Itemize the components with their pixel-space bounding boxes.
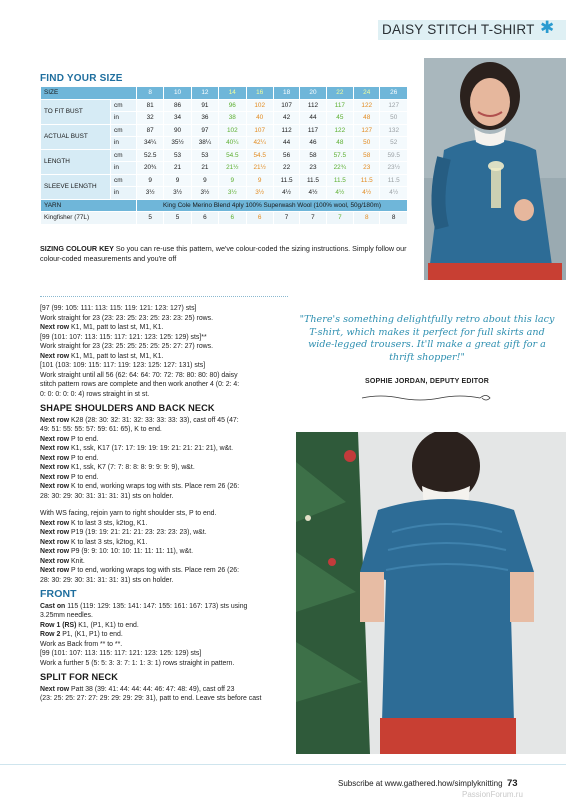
- measure-cell: 23: [300, 162, 326, 175]
- unit-label: cm: [111, 99, 137, 112]
- pattern-line: [99 (101: 107: 113: 115: 117: 121: 123: 125: 129) sts]**: [40, 333, 207, 341]
- measure-cell: 127: [354, 124, 380, 137]
- pattern-line: 49: 51: 55: 55: 57: 59: 61: 65), K to end.: [40, 426, 162, 433]
- pattern-block-2: [40, 416, 288, 502]
- pattern-line: 0: 0: 0: 0: 0: 4) rows straight in st st.: [40, 390, 150, 398]
- measure-cell: 56: [273, 149, 299, 162]
- measure-row: [41, 149, 408, 162]
- measure-cell: 107: [246, 124, 273, 137]
- pattern-line: Work straight until all 56 (62: 64: 64: 70: 72: 78: 80: 80: 80) daisy: [40, 371, 238, 379]
- pattern-line: Next row K to last 3 sts, k2tog, K1.: [40, 519, 148, 527]
- subscribe-link[interactable]: Subscribe at www.gathered.how/simplyknitting: [338, 779, 503, 788]
- page-title: DAISY STITCH T-SHIRT: [382, 22, 535, 37]
- measure-cell: 23½: [380, 162, 408, 175]
- measure-cell: 22: [273, 162, 299, 175]
- shade-row: [41, 212, 408, 225]
- shade-label: Kingfisher (77L): [41, 212, 137, 225]
- measure-cell: 48: [354, 112, 380, 125]
- pattern-line: [97 (99: 105: 111: 113: 115: 119: 121: 123: 127) sts]: [40, 305, 197, 312]
- pattern-line: Next row K to last 3 sts, k2tog, K1.: [40, 538, 148, 546]
- measure-label: SLEEVE LENGTH: [41, 174, 111, 199]
- footer-rule: [0, 764, 566, 765]
- measure-cell: 3½: [219, 187, 246, 200]
- measure-cell: 4½: [380, 187, 408, 200]
- measure-cell: 53: [191, 149, 218, 162]
- unit-label: cm: [111, 149, 137, 162]
- shade-cell: 8: [380, 212, 408, 225]
- measure-cell: 81: [137, 99, 164, 112]
- size-table-title: FIND YOUR SIZE: [40, 73, 123, 84]
- pattern-line: Next row P to end.: [40, 454, 99, 462]
- measure-cell: 96: [219, 99, 246, 112]
- measure-cell: 11.5: [354, 174, 380, 187]
- editor-quote: "There's something delightfully retro about this lacy T-shirt, which makes it perfect for full skirts and wide-legged trousers. It'll make a great gift for a thrift shopper!": [299, 314, 555, 363]
- shade-cell: 6: [219, 212, 246, 225]
- size-label: SIZE: [41, 87, 137, 100]
- pattern-line: Next row P9 (9: 9: 10: 10: 10: 11: 11: 11: 11), w&t.: [40, 548, 194, 555]
- measure-cell: 59.5: [380, 149, 408, 162]
- measure-cell: 11.5: [273, 174, 299, 187]
- size-cell: 10: [164, 87, 191, 100]
- measure-cell: 23: [354, 162, 380, 175]
- pattern-line: Next row K to end, working wraps tog with sts. Place rem 26 (26:: [40, 483, 240, 490]
- measure-cell: 58: [300, 149, 326, 162]
- measure-cell: 22¾: [326, 162, 353, 175]
- measure-cell: 87: [137, 124, 164, 137]
- size-cell: 14: [219, 87, 246, 100]
- measure-cell: 34: [164, 112, 191, 125]
- measure-cell: 54.5: [246, 149, 273, 162]
- measure-cell: 127: [380, 99, 408, 112]
- size-cell: 12: [191, 87, 218, 100]
- measure-cell: 21: [191, 162, 218, 175]
- pattern-line: Next row K1, M1, patt to last st, M1, K1.: [40, 324, 164, 331]
- measure-cell: 48: [326, 137, 353, 150]
- measure-cell: 3½: [164, 187, 191, 200]
- measure-cell: 42¼: [246, 137, 273, 150]
- pattern-line: Next row P to end, working wraps tog with sts. Place rem 26 (26:: [40, 567, 240, 574]
- measure-row: [41, 174, 408, 187]
- shade-cell: 5: [164, 212, 191, 225]
- size-cell: 22: [326, 87, 353, 100]
- size-table: [40, 86, 408, 225]
- measure-cell: 53: [164, 149, 191, 162]
- pattern-line: With WS facing, rejoin yarn to right shoulder sts, P to end.: [40, 510, 217, 517]
- pattern-line: Cast on 115 (119: 129: 135: 141: 147: 155: 161: 167: 173) sts using: [40, 602, 248, 610]
- shade-cell: 7: [300, 212, 326, 225]
- pattern-block-3: [40, 509, 288, 585]
- unit-label: in: [111, 187, 137, 200]
- pattern-line: Next row K1, M1, patt to last st, M1, K1.: [40, 352, 164, 360]
- pattern-line: Work a further 5 (5: 5: 3: 3: 7: 1: 1: 3: 1) rows straight in pattern.: [40, 659, 235, 667]
- measure-cell: 52: [380, 137, 408, 150]
- pattern-line: Work as Back from ** to **.: [40, 640, 123, 648]
- size-header-row: [41, 87, 408, 100]
- quote-author: SOPHIE JORDAN, DEPUTY EDITOR: [365, 378, 489, 385]
- pattern-line: [101 (103: 109: 115: 117: 119: 123: 125: 127: 131) sts]: [40, 362, 206, 369]
- measure-cell: 9: [246, 174, 273, 187]
- measure-cell: 44: [273, 137, 299, 150]
- pattern-block-1: [40, 304, 288, 399]
- shade-cell: 5: [137, 212, 164, 225]
- shade-cell: 6: [191, 212, 218, 225]
- measure-cell: 122: [354, 99, 380, 112]
- measure-cell: 4½: [300, 187, 326, 200]
- pattern-text: [40, 304, 288, 704]
- shape-shoulders-heading: SHAPE SHOULDERS AND BACK NECK: [40, 403, 215, 413]
- measure-cell: 34¼: [137, 137, 164, 150]
- size-cell: 20: [300, 87, 326, 100]
- measure-cell: 4½: [354, 187, 380, 200]
- measure-cell: 86: [164, 99, 191, 112]
- size-cell: 18: [273, 87, 299, 100]
- measure-row: [41, 124, 408, 137]
- flower-icon: ✱: [540, 18, 555, 37]
- measure-cell: 9: [164, 174, 191, 187]
- measure-cell: 11.5: [326, 174, 353, 187]
- split-for-neck-heading: SPLIT FOR NECK: [40, 672, 118, 682]
- measure-cell: 36: [191, 112, 218, 125]
- sizing-key-title: SIZING COLOUR KEY: [40, 244, 114, 253]
- measure-label: LENGTH: [41, 149, 111, 174]
- measure-cell: 132: [380, 124, 408, 137]
- pattern-line: Next row P to end.: [40, 473, 99, 481]
- measure-cell: 3½: [137, 187, 164, 200]
- yarn-value: King Cole Merino Blend 4ply 100% Superwash Wool (100% wool, 50g/180m): [137, 199, 408, 212]
- swirl-ornament-icon: [360, 392, 494, 404]
- size-cell: 16: [246, 87, 273, 100]
- model-photo-front-image: [424, 58, 566, 280]
- yarn-row: [41, 199, 408, 212]
- measure-cell: 52.5: [137, 149, 164, 162]
- model-photo-front: [424, 58, 566, 280]
- pattern-line: stitch pattern rows are complete and then work another 4 (0: 2: 4:: [40, 381, 240, 388]
- size-cell: 8: [137, 87, 164, 100]
- pattern-line: Next row K28 (28: 30: 32: 31: 32: 33: 33: 33: 33), cast off 45 (47:: [40, 416, 239, 424]
- measure-cell: 50: [354, 137, 380, 150]
- measure-cell: 122: [326, 124, 353, 137]
- footer: [338, 778, 518, 789]
- unit-label: cm: [111, 124, 137, 137]
- measure-cell: 21: [164, 162, 191, 175]
- measure-cell: 4½: [326, 187, 353, 200]
- shade-cell: 7: [273, 212, 299, 225]
- pattern-line: 3.25mm needles.: [40, 612, 93, 619]
- model-photo-back-image: [296, 432, 566, 754]
- measure-cell: 3½: [246, 187, 273, 200]
- sizing-key-text: So you can re-use this pattern, we've colour-coded the sizing instructions. Simply follow our colour-coded measurements and you're off: [40, 244, 407, 263]
- measure-cell: 112: [273, 124, 299, 137]
- measure-cell: 38¼: [191, 137, 218, 150]
- measure-cell: 9: [191, 174, 218, 187]
- yarn-label: YARN: [41, 199, 137, 212]
- pattern-line: 28: 30: 29: 30: 31: 31: 31: 31) sts on holder.: [40, 576, 174, 584]
- measure-cell: 38: [219, 112, 246, 125]
- measure-cell: 102: [219, 124, 246, 137]
- unit-label: in: [111, 112, 137, 125]
- measure-cell: 50: [380, 112, 408, 125]
- measure-cell: 112: [300, 99, 326, 112]
- pattern-block-4: [40, 602, 288, 669]
- measure-cell: 32: [137, 112, 164, 125]
- measure-cell: 11.5: [300, 174, 326, 187]
- measure-cell: 35½: [164, 137, 191, 150]
- measure-cell: 9: [137, 174, 164, 187]
- front-heading: FRONT: [40, 588, 77, 600]
- measure-cell: 3½: [191, 187, 218, 200]
- pattern-line: Next row K1, ssk, K7 (7: 7: 8: 8: 8: 9: 9: 9: 9), w&t.: [40, 464, 195, 471]
- pattern-block-5: [40, 685, 288, 704]
- shade-cell: 6: [246, 212, 273, 225]
- measure-cell: 20¾: [137, 162, 164, 175]
- measure-cell: 107: [273, 99, 299, 112]
- pattern-line: Row 1 (RS) K1, (P1, K1) to end.: [40, 621, 139, 629]
- pattern-line: 28: 30: 29: 30: 31: 31: 31: 31) sts on holder.: [40, 492, 174, 500]
- measure-cell: 90: [164, 124, 191, 137]
- measure-cell: 102: [246, 99, 273, 112]
- pattern-line: Next row K1, ssk, K17 (17: 17: 19: 19: 19: 21: 21: 21: 21), w&t.: [40, 445, 234, 452]
- measure-cell: 117: [326, 99, 353, 112]
- measure-rows: [41, 99, 408, 199]
- size-cell: 26: [380, 87, 408, 100]
- sizing-key: [40, 244, 412, 264]
- measure-cell: 58: [354, 149, 380, 162]
- measure-cell: 44: [300, 112, 326, 125]
- measure-cell: 97: [191, 124, 218, 137]
- pattern-line: Row 2 P1, (K1, P1) to end.: [40, 631, 123, 638]
- pattern-line: Next row P19 (19: 19: 21: 21: 21: 23: 23: 23: 23), w&t.: [40, 529, 207, 536]
- pattern-line: (23: 25: 25: 27: 27: 29: 29: 29: 29: 31), patt to end. Leave sts before cast: [40, 695, 262, 702]
- pattern-line: Next row Patt 38 (39: 41: 44: 44: 44: 46: 47: 48: 49), cast off 23: [40, 685, 235, 693]
- pattern-line: Next row Knit.: [40, 557, 85, 565]
- measure-cell: 54.5: [219, 149, 246, 162]
- shade-cell: 7: [326, 212, 353, 225]
- pattern-line: Work straight for 23 (23: 25: 25: 25: 25: 25: 27: 27) rows.: [40, 343, 213, 350]
- watermark-text: PassionForum.ru: [462, 790, 523, 799]
- measure-cell: 57.5: [326, 149, 353, 162]
- pattern-line: Next row P to end.: [40, 435, 99, 443]
- pattern-line: Work straight for 23 (23: 23: 25: 23: 25: 23: 23: 25) rows.: [40, 314, 213, 322]
- measure-cell: 11.5: [380, 174, 408, 187]
- page-number: 73: [506, 778, 518, 789]
- measure-cell: 117: [300, 124, 326, 137]
- measure-cell: 9: [219, 174, 246, 187]
- measure-cell: 21½: [219, 162, 246, 175]
- section-divider: [40, 296, 288, 297]
- measure-cell: 46: [300, 137, 326, 150]
- measure-label: ACTUAL BUST: [41, 124, 111, 149]
- measure-cell: 4½: [273, 187, 299, 200]
- pattern-line: [99 (101: 107: 113: 115: 117: 121: 123: 125: 129) sts]: [40, 650, 202, 657]
- model-photo-back: [296, 432, 566, 754]
- measure-cell: 40¼: [219, 137, 246, 150]
- measure-cell: 91: [191, 99, 218, 112]
- size-cell: 24: [354, 87, 380, 100]
- spacer: [40, 501, 288, 509]
- unit-label: in: [111, 162, 137, 175]
- measure-cell: 40: [246, 112, 273, 125]
- measure-cell: 42: [273, 112, 299, 125]
- measure-cell: 21½: [246, 162, 273, 175]
- unit-label: in: [111, 137, 137, 150]
- shade-cell: 8: [354, 212, 380, 225]
- measure-cell: 45: [326, 112, 353, 125]
- measure-row: [41, 99, 408, 112]
- unit-label: cm: [111, 174, 137, 187]
- measure-label: TO FIT BUST: [41, 99, 111, 124]
